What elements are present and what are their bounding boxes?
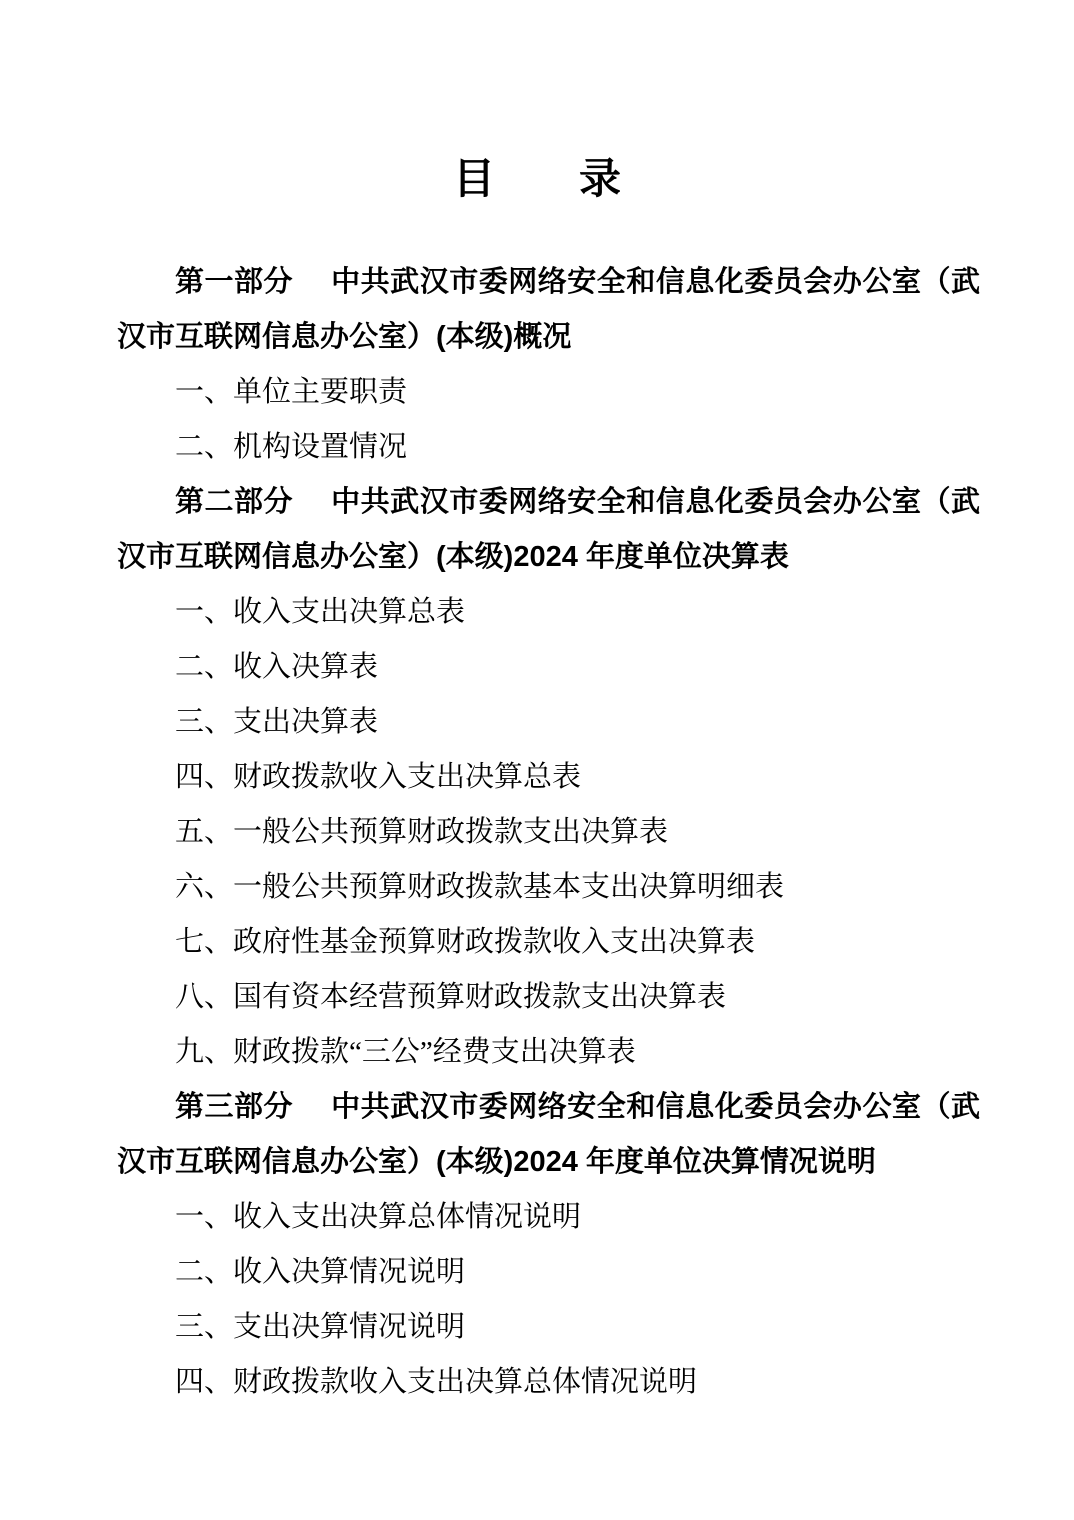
toc-item: 九、财政拨款“三公”经费支出决算表 bbox=[175, 1036, 636, 1068]
toc-item: 二、收入决算情况说明 bbox=[175, 1256, 466, 1288]
toc-item: 三、支出决算情况说明 bbox=[175, 1311, 466, 1343]
toc-item: 六、一般公共预算财政拨款基本支出决算明细表 bbox=[175, 871, 785, 903]
toc-item: 一、收入支出决算总表 bbox=[175, 596, 466, 628]
toc-item: 一、单位主要职责 bbox=[175, 376, 408, 408]
toc-item: 四、财政拨款收入支出决算总体情况说明 bbox=[175, 1366, 698, 1398]
toc-item: 七、政府性基金预算财政拨款收入支出决算表 bbox=[175, 926, 756, 958]
toc-item: 二、机构设置情况 bbox=[175, 431, 408, 463]
toc-item: 一、收入支出决算总体情况说明 bbox=[175, 1201, 582, 1233]
section-heading-part-1: 第一部分 中共武汉市委网络安全和信息化委员会办公室（武汉市互联网信息办公室）(本级)概况 bbox=[117, 266, 980, 353]
section-heading-part-2: 第二部分 中共武汉市委网络安全和信息化委员会办公室（武汉市互联网信息办公室）(本级)2024 年度单位决算表 bbox=[117, 486, 980, 573]
toc-item: 八、国有资本经营预算财政拨款支出决算表 bbox=[175, 981, 727, 1013]
page-title: 目 录 bbox=[452, 155, 621, 202]
section-heading-part-3: 第三部分 中共武汉市委网络安全和信息化委员会办公室（武汉市互联网信息办公室）(本级)2024 年度单位决算情况说明 bbox=[117, 1091, 980, 1178]
toc-item: 四、财政拨款收入支出决算总表 bbox=[175, 761, 582, 793]
toc-item: 三、支出决算表 bbox=[175, 706, 379, 738]
toc-item: 二、收入决算表 bbox=[175, 651, 379, 683]
toc-item: 五、一般公共预算财政拨款支出决算表 bbox=[175, 816, 669, 848]
table-of-contents bbox=[117, 255, 980, 1410]
